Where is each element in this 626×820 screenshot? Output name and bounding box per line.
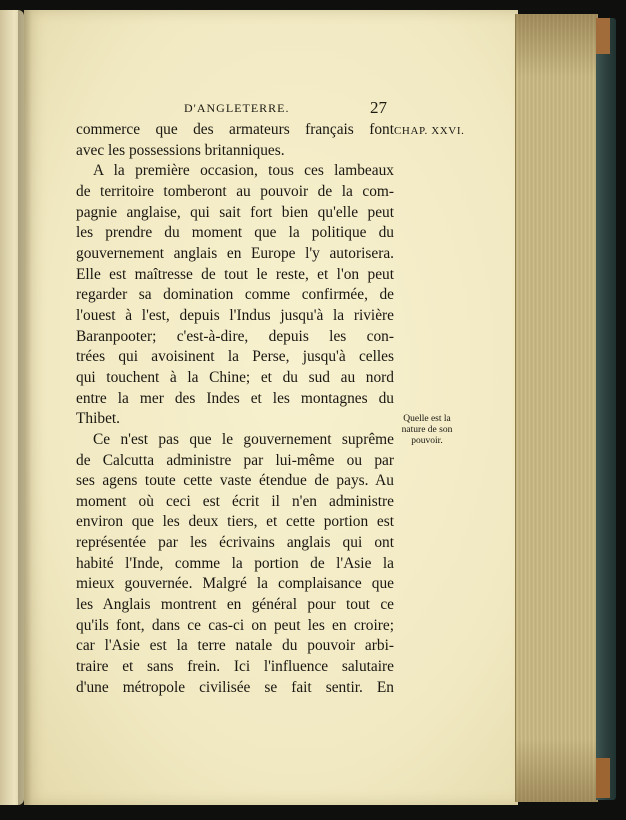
text-line: car l'Asie est la terre natale du pouvoir arbi- [76, 637, 394, 655]
text-line: Baranpooter; c'est-à-dire, depuis les con- [76, 327, 394, 345]
chapter-marker: CHAP. XXVI. [394, 125, 465, 137]
text-line: habité l'Inde, comme la portion de l'Asie la [76, 554, 394, 572]
text-line: l'ouest à l'est, depuis l'Indus jusqu'à la rivière [76, 306, 394, 324]
page-edges [515, 14, 598, 802]
text-line: traire et sans frein. Ici l'influence salutaire [76, 658, 394, 676]
page-number: 27 [370, 98, 387, 117]
text-line: avec les possessions britanniques. [76, 141, 285, 159]
text-line: trées qui avoisinent la Perse, jusqu'à celles [76, 348, 394, 366]
text-line: moment où ceci est écrit il n'en administre [76, 492, 394, 510]
text-line: A la première occasion, tous ces lambeaux [93, 162, 394, 180]
text-line: mieux gouvernée. Malgré la complaisance que [76, 575, 394, 593]
body-text [76, 120, 394, 698]
text-line: les prendre du moment que la politique du [76, 224, 394, 242]
running-head: D'ANGLETERRE. [184, 101, 290, 115]
text-line: de territoire tomberont au pouvoir de la com- [76, 182, 394, 200]
text-line: Ce n'est pas que le gouvernement suprême [93, 430, 394, 448]
margin-note [396, 414, 458, 447]
text-line: environ que les deux tiers, et cette portion est [76, 513, 394, 531]
text-line: les Anglais montrent en général pour tout ce [76, 596, 394, 614]
text-line: qui touchent à la Chine; et du sud au nord [76, 368, 394, 386]
text-line: ses agens toute cette vaste étendue de pays. Au [76, 472, 394, 490]
margin-note-line: nature de son [401, 425, 453, 435]
cover-corner-bottom [596, 758, 610, 798]
margin-note-line: Quelle est la [403, 414, 451, 424]
cover-corner-top [596, 18, 610, 54]
text-line: pagnie anglaise, qui sait fort bien qu'elle peut [76, 203, 394, 221]
text-line: qu'ils font, dans ce cas-ci on peut les en croire; [76, 616, 394, 634]
book-cover [596, 18, 616, 800]
text-line: Thibet. [76, 410, 121, 428]
text-line: commerce que des armateurs français font [76, 121, 394, 138]
margin-note-line: pouvoir. [411, 436, 443, 446]
text-line: de Calcutta administre par lui-même ou par [76, 451, 394, 469]
page-header [24, 98, 518, 120]
text-line: Elle est maîtresse de tout le reste, et l'on peut [76, 265, 394, 283]
text-line: d'une métropole civilisée se fait sentir. En [76, 678, 394, 696]
text-line: représentée par les écrivains anglais qui ont [76, 534, 394, 552]
binding-gutter-shadow [18, 10, 32, 805]
text-line: gouvernement anglais en Europe l'y autorisera. [76, 244, 394, 262]
text-line: regarder sa domination comme confirmée, de [76, 286, 394, 304]
book-page [24, 10, 518, 805]
text-line: entre la mer des Indes et les montagnes du [76, 389, 394, 407]
